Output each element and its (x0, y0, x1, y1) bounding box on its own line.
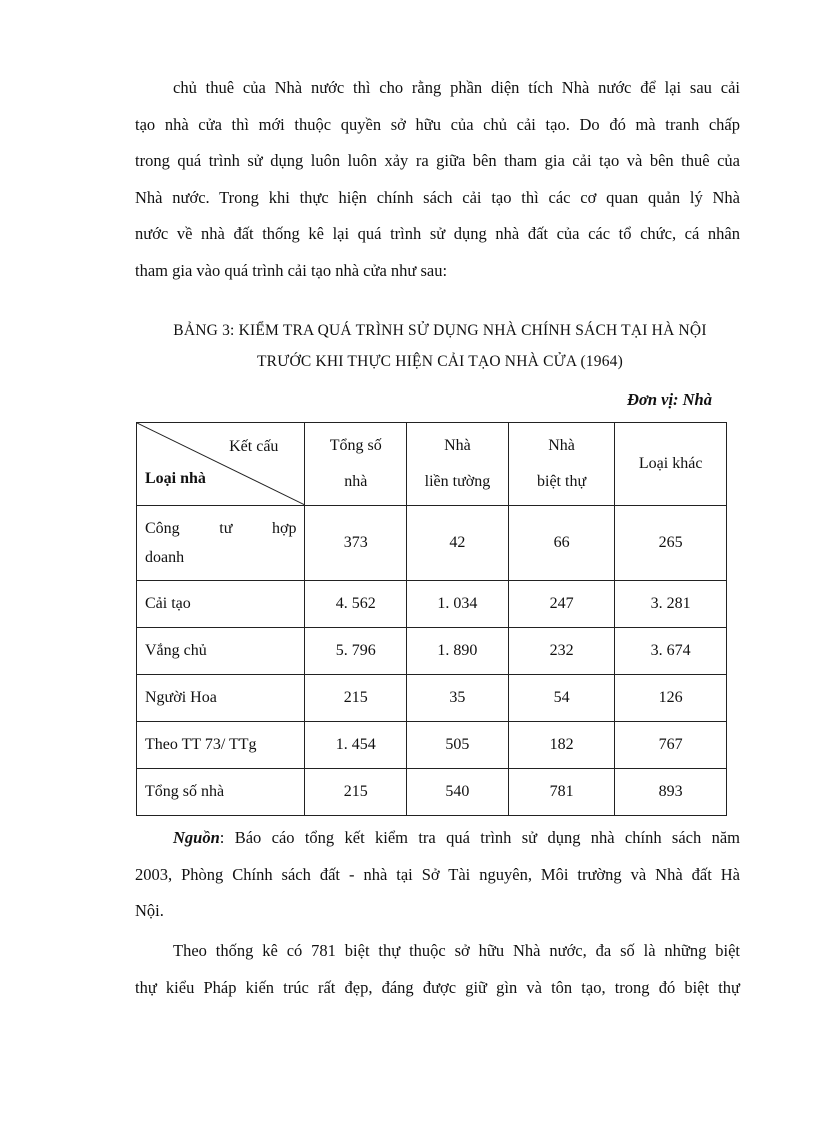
corner-header-cell (137, 423, 305, 506)
text-line: trong quá trình sử dụng luôn luôn xảy ra giữa bên tham gia cải tạo và bên thuê của (135, 151, 740, 171)
table-row (137, 675, 727, 722)
corner-label-house-type: Loại nhà (145, 470, 206, 487)
text-line: Nội. (135, 901, 164, 921)
table-cell: 54 (508, 675, 615, 722)
table-cell: 1. 454 (305, 722, 407, 769)
table-cell: 35 (407, 675, 509, 722)
text-line: tham gia vào quá trình cải tạo nhà cửa như sau: (135, 260, 448, 280)
total-cell: 540 (407, 769, 509, 816)
total-cell: 893 (615, 769, 727, 816)
table-cell: 373 (305, 506, 407, 581)
unit-label: Đơn vị: Nhà (627, 390, 712, 409)
text-line: chủ thuê của Nhà nước thì cho rằng phần diện tích Nhà nước để lại sau cải (173, 78, 740, 97)
total-cell: 215 (305, 769, 407, 816)
table-cell: 4. 562 (305, 581, 407, 628)
row-label: Công tư hợp doanh (137, 506, 305, 581)
table-cell: 3. 674 (615, 628, 727, 675)
table-cell: 232 (508, 628, 615, 675)
text-line: nước về nhà đất thống kê lại quá trình sử dụng nhà đất của các tổ chức, cá nhân (135, 224, 740, 244)
row-label: Người Hoa (137, 675, 305, 722)
total-label: Tổng số nhà (137, 769, 305, 816)
table-caption-line-1: BẢNG 3: KIỂM TRA QUÁ TRÌNH SỬ DỤNG NHÀ CHÍNH SÁCH TẠI HÀ NỘI (173, 322, 707, 339)
text-line: 2003, Phòng Chính sách đất - nhà tại Sở Tài nguyên, Môi trường và Nhà đất Hà (135, 864, 740, 884)
table-caption-line-2: TRƯỚC KHI THỰC HIỆN CẢI TẠO NHÀ CỬA (1964) (257, 353, 623, 370)
statistics-table (136, 422, 727, 816)
column-header: Loại khác (615, 423, 727, 506)
column-header: Tổng số nhà (305, 423, 407, 506)
text-line: thự kiểu Pháp kiến trúc rất đẹp, đáng được giữ gìn và tôn tạo, trong đó biệt thự (135, 977, 740, 997)
table-cell: 1. 034 (407, 581, 509, 628)
table-row (137, 722, 727, 769)
table-cell: 247 (508, 581, 615, 628)
intro-paragraph (135, 70, 740, 290)
column-header: Nhà liền tường (407, 423, 509, 506)
table-cell: 1. 890 (407, 628, 509, 675)
table-row (137, 506, 727, 581)
table-cell: 42 (407, 506, 509, 581)
row-label: Theo TT 73/ TTg (137, 722, 305, 769)
table-cell: 505 (407, 722, 509, 769)
table-cell: 3. 281 (615, 581, 727, 628)
table-row (137, 628, 727, 675)
table-total-row (137, 769, 727, 816)
table-row (137, 581, 727, 628)
corner-label-structure: Kết cấu (229, 438, 279, 455)
table-cell: 767 (615, 722, 727, 769)
table-cell: 182 (508, 722, 615, 769)
table-header-row (137, 423, 727, 506)
column-header: Nhà biệt thự (508, 423, 615, 506)
table-cell: 5. 796 (305, 628, 407, 675)
text-line: Nguồn: Báo cáo tổng kết kiểm tra quá trình sử dụng nhà chính sách năm (173, 828, 740, 847)
source-label: Nguồn (173, 828, 220, 847)
text-line: tạo nhà cửa thì mới thuộc quyền sở hữu của chủ cải tạo. Do đó mà tranh chấp (135, 114, 740, 134)
total-cell: 781 (508, 769, 615, 816)
source-note (135, 820, 740, 930)
table-cell: 66 (508, 506, 615, 581)
row-label: Vắng chủ (137, 628, 305, 675)
text-line: Theo thống kê có 781 biệt thự thuộc sở hữu Nhà nước, đa số là những biệt (173, 941, 740, 960)
text-line: Nhà nước. Trong khi thực hiện chính sách cải tạo thì các cơ quan quản lý Nhà (135, 187, 740, 207)
table-cell: 265 (615, 506, 727, 581)
table-cell: 215 (305, 675, 407, 722)
row-label: Cải tạo (137, 581, 305, 628)
table-cell: 126 (615, 675, 727, 722)
closing-paragraph (135, 933, 740, 1006)
